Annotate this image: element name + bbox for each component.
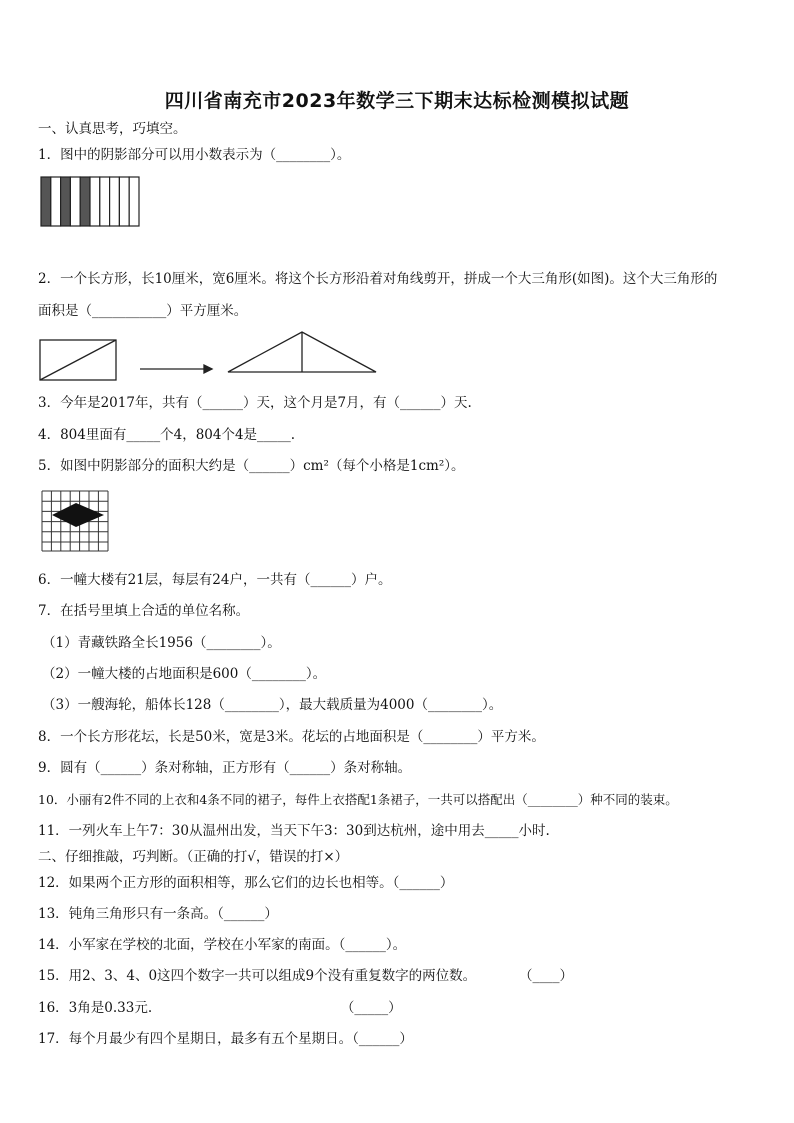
question-13: 13．钝角三角形只有一条高。（______） bbox=[38, 906, 278, 922]
question-3: 3．今年是2017年，共有（______）天，这个月是7月，有（______）天. bbox=[38, 395, 472, 411]
section-2-heading: 二、仔细推敲，巧判断。（正确的打√，错误的打×） bbox=[38, 849, 349, 865]
question-10: 10．小丽有2件不同的上衣和4条不同的裙子，每件上衣搭配1条裙子，一共可以搭配出（________）种不同的装束。 bbox=[38, 792, 678, 807]
question-12: 12．如果两个正方形的面积相等，那么它们的边长也相等。（______） bbox=[38, 875, 454, 891]
question-14: 14．小军家在学校的北面，学校在小军家的南面。（______）。 bbox=[38, 937, 407, 953]
page-title: 四川省南充市2023年数学三下期末达标检测模拟试题 bbox=[164, 90, 630, 112]
question-15: 15．用2、3、4、0这四个数字一共可以组成9个没有重复数字的两位数。 （____） bbox=[38, 968, 574, 984]
question-5: 5．如图中阴影部分的面积大约是（______）cm²（每个小格是1cm²）。 bbox=[38, 458, 465, 474]
question-7-1: （1）青藏铁路全长1956（________）。 bbox=[42, 635, 281, 651]
question-4: 4．804里面有_____个4，804个4是_____. bbox=[38, 427, 296, 443]
question-2-line-1: 2．一个长方形，长10厘米，宽6厘米。将这个长方形沿着对角线剪开，拼成一个大三角形(如图)。这个大三角形的 bbox=[38, 271, 718, 287]
section-1-heading: 一、认真思考，巧填空。 bbox=[38, 121, 187, 137]
rectangle-to-triangle-figure bbox=[38, 330, 378, 384]
question-7-2: （2）一幢大楼的占地面积是600（________）。 bbox=[42, 666, 327, 682]
question-2-line-2: 面积是（___________）平方厘米。 bbox=[38, 303, 248, 319]
grid-rhombus-figure bbox=[40, 489, 110, 553]
question-7-3: （3）一艘海轮，船体长128（________），最大载质量为4000（________）。 bbox=[42, 697, 503, 713]
question-7: 7．在括号里填上合适的单位名称。 bbox=[38, 603, 250, 619]
question-8: 8．一个长方形花坛，长是50米，宽是3米。花坛的占地面积是（________）平方米。 bbox=[38, 729, 545, 745]
question-9: 9．圆有（______）条对称轴，正方形有（______）条对称轴。 bbox=[38, 760, 412, 776]
question-11: 11．一列火车上午7：30从温州出发，当天下午3：30到达杭州，途中用去_____小时. bbox=[38, 823, 550, 839]
question-1: 1．图中的阴影部分可以用小数表示为（________）。 bbox=[38, 147, 351, 163]
question-17: 17．每个月最少有四个星期日，最多有五个星期日。（______） bbox=[38, 1031, 413, 1047]
question-16: 16．3角是0.33元. （_____） bbox=[38, 1000, 402, 1016]
decimal-strips-figure bbox=[40, 176, 142, 228]
question-6: 6．一幢大楼有21层，每层有24户，一共有（______）户。 bbox=[38, 572, 392, 588]
